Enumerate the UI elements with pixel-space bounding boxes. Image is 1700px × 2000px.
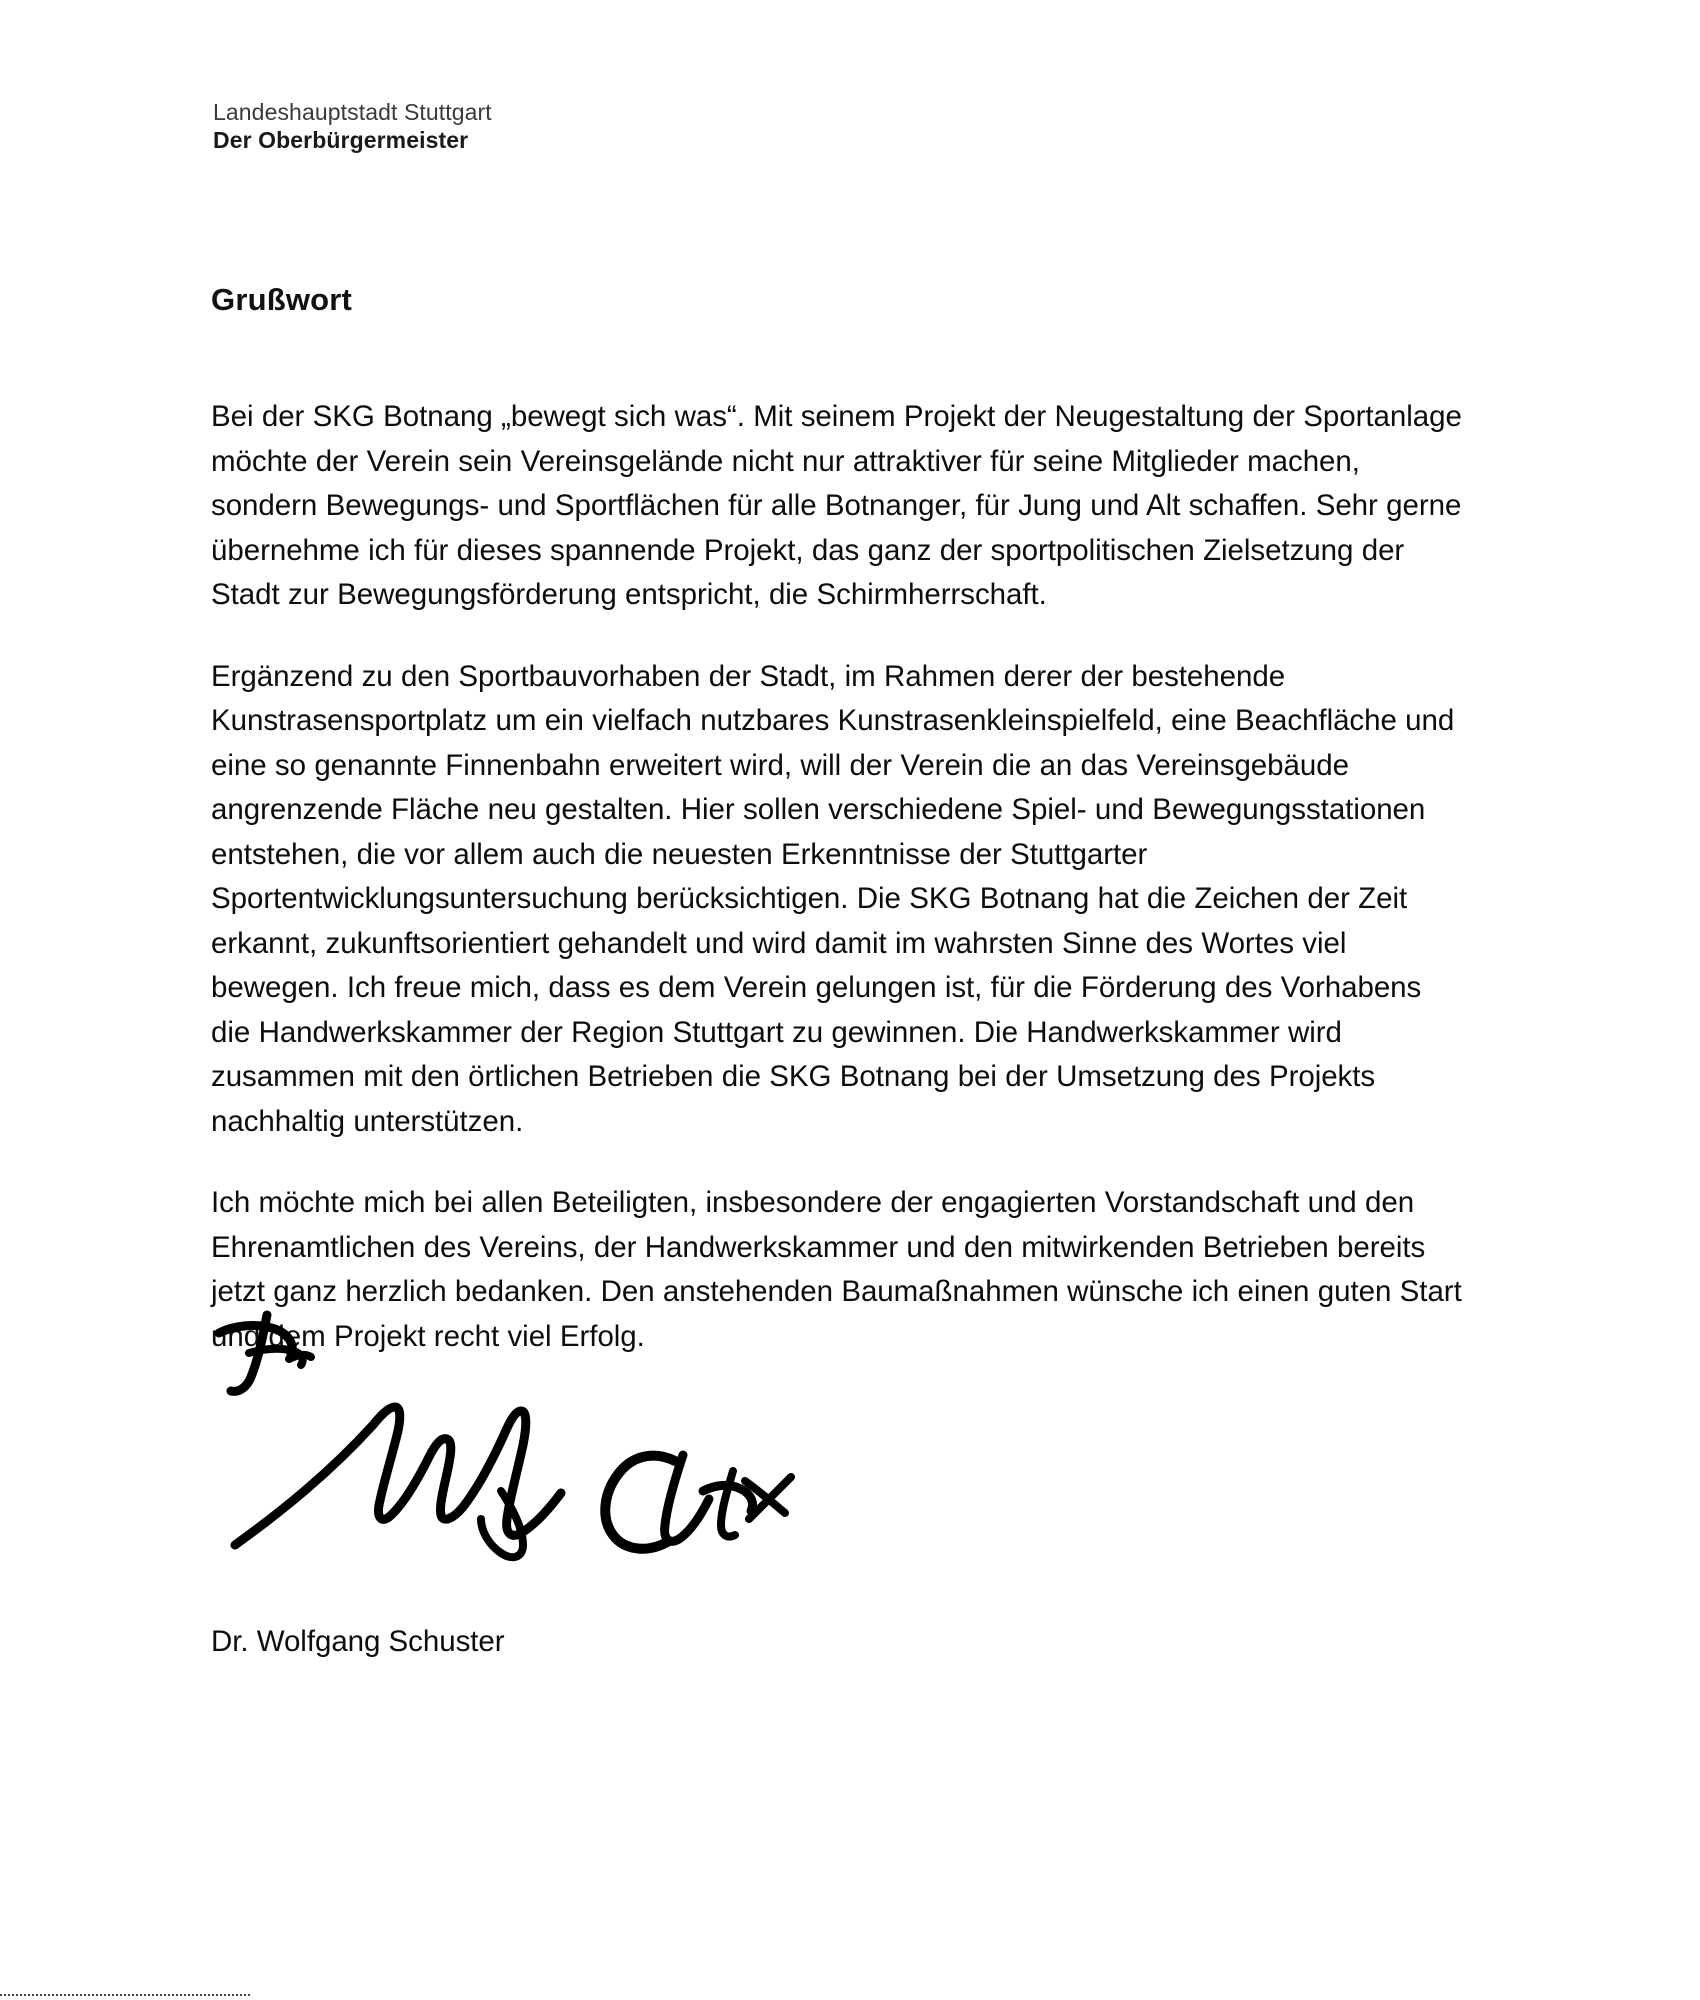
letterhead-organization: Landeshauptstadt Stuttgart [213, 99, 492, 125]
page-title: Grußwort [211, 282, 353, 317]
letter-paragraph: Ich möchte mich bei allen Beteiligten, insbesondere der engagierten Vorstandschaft und den Ehrenamtlichen des Vereins, der Handwerkskammer und den mitwirkenden Betrieben bereits jetzt ganz herzlich bedanken. Den anstehenden Baumaßnahmen wünsche ich einen guten Start und dem Projekt recht viel Erfolg. [211, 1186, 1462, 1353]
signature-ink-icon [205, 1295, 825, 1565]
letterhead-role: Der Oberbürgermeister [213, 127, 469, 153]
signer-name: Dr. Wolfgang Schuster [211, 1625, 505, 1658]
handwritten-signature [205, 1295, 825, 1565]
letter-paragraph: Ergänzend zu den Sportbauvorhaben der Stadt, im Rahmen derer der bestehende Kunstrasensportplatz um ein vielfach nutzbares Kunstrasenkleinspielfeld, eine Beachfläche und eine so genannte Finnenbahn erweitert wird, will der Verein die an das Vereinsgebäude angrenzende Fläche neu gestalten. Hier sollen verschiedene Spiel- und Bewegungsstationen entstehen, die vor allem auch die neuesten Erkenntnisse der Stuttgarter Sportentwicklungsuntersuchung berücksichtigen. Die SKG Botnang hat die Zeichen der Zeit erkannt, zukunftsorientiert gehandelt und wird damit im wahrsten Sinne des Wortes viel bewegen. Ich freue mich, dass es dem Verein gelungen ist, für die Förderung des Vorhabens die Handwerkskammer der Region Stuttgart zu gewinnen. Die Handwerkskammer wird zusammen mit den örtlichen Betrieben die SKG Botnang bei der Umsetzung des Projekts nachhaltig unterstützen. [211, 659, 1455, 1138]
letter-paragraph: Bei der SKG Botnang „bewegt sich was“. Mit seinem Projekt der Neugestaltung der Sportanlage möchte der Verein sein Vereinsgelände nicht nur attraktiver für seine Mitglieder machen, sondern Bewegungs- und Sportflächen für alle Botnanger, für Jung und Alt schaffen. Sehr gerne übernehme ich für dieses spannende Projekt, das ganz der sportpolitischen Zielsetzung der Stadt zur Bewegungsförderung entspricht, die Schirmherrschaft. [211, 400, 1462, 611]
letterhead [213, 98, 492, 155]
scan-edge-artifact [0, 1994, 252, 1996]
letter-body [211, 395, 1466, 1359]
